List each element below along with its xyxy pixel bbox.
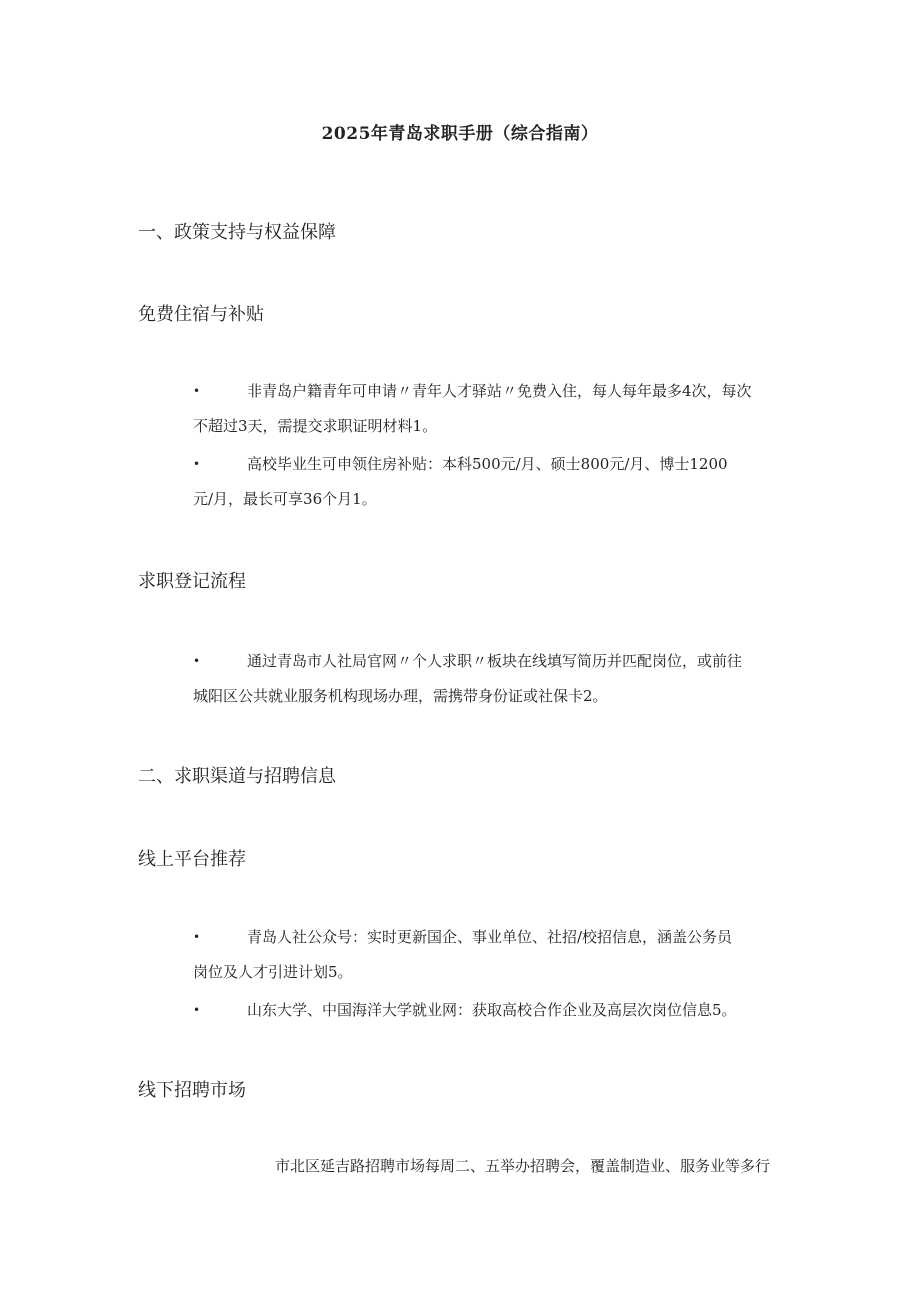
list-item xyxy=(193,447,783,517)
bullet-icon: • xyxy=(193,654,201,668)
section-heading-channels: 二、求职渠道与招聘信息 xyxy=(138,766,336,787)
bullet-icon: • xyxy=(193,384,201,398)
list-item-text: 通过青岛市人社局官网〃个人求职〃板块在线填写简历并匹配岗位，或前往城阳区公共就业服务机构现场办理，需携带身份证或社保卡2。 xyxy=(193,652,743,705)
document-title: 2025年青岛求职手册（综合指南） xyxy=(321,124,599,144)
list-item-text: 非青岛户籍青年可申请〃青年人才驿站〃免费入住，每人每年最多4次，每次不超过3天，需提交求职证明材料1。 xyxy=(193,382,752,435)
subheading-registration-process: 求职登记流程 xyxy=(138,571,246,592)
subheading-housing-subsidy: 免费住宿与补贴 xyxy=(138,304,264,325)
list-item xyxy=(193,644,783,714)
subheading-online-platforms: 线上平台推荐 xyxy=(138,849,246,870)
list-item xyxy=(193,920,783,990)
bullet-icon: • xyxy=(193,1003,201,1017)
list-item xyxy=(193,374,783,444)
list-item xyxy=(193,993,783,1028)
bullet-icon: • xyxy=(193,930,201,944)
list-item-text: 高校毕业生可申领住房补贴：本科500元/月、硕士800元/月、博士1200元/月，最长可享36个月1。 xyxy=(193,455,728,508)
list-item-text: 山东大学、中国海洋大学就业网：获取高校合作企业及高层次岗位信息5。 xyxy=(247,1001,737,1019)
section-heading-policy: 一、政策支持与权益保障 xyxy=(138,222,336,243)
bullet-icon: • xyxy=(193,457,201,471)
paragraph-offline-markets: 市北区延吉路招聘市场每周二、五举办招聘会，覆盖制造业、服务业等多行 xyxy=(275,1157,771,1175)
list-item-text: 青岛人社公众号：实时更新国企、事业单位、社招/校招信息，涵盖公务员岗位及人才引进计划5。 xyxy=(193,928,733,981)
subheading-offline-markets: 线下招聘市场 xyxy=(138,1080,246,1101)
